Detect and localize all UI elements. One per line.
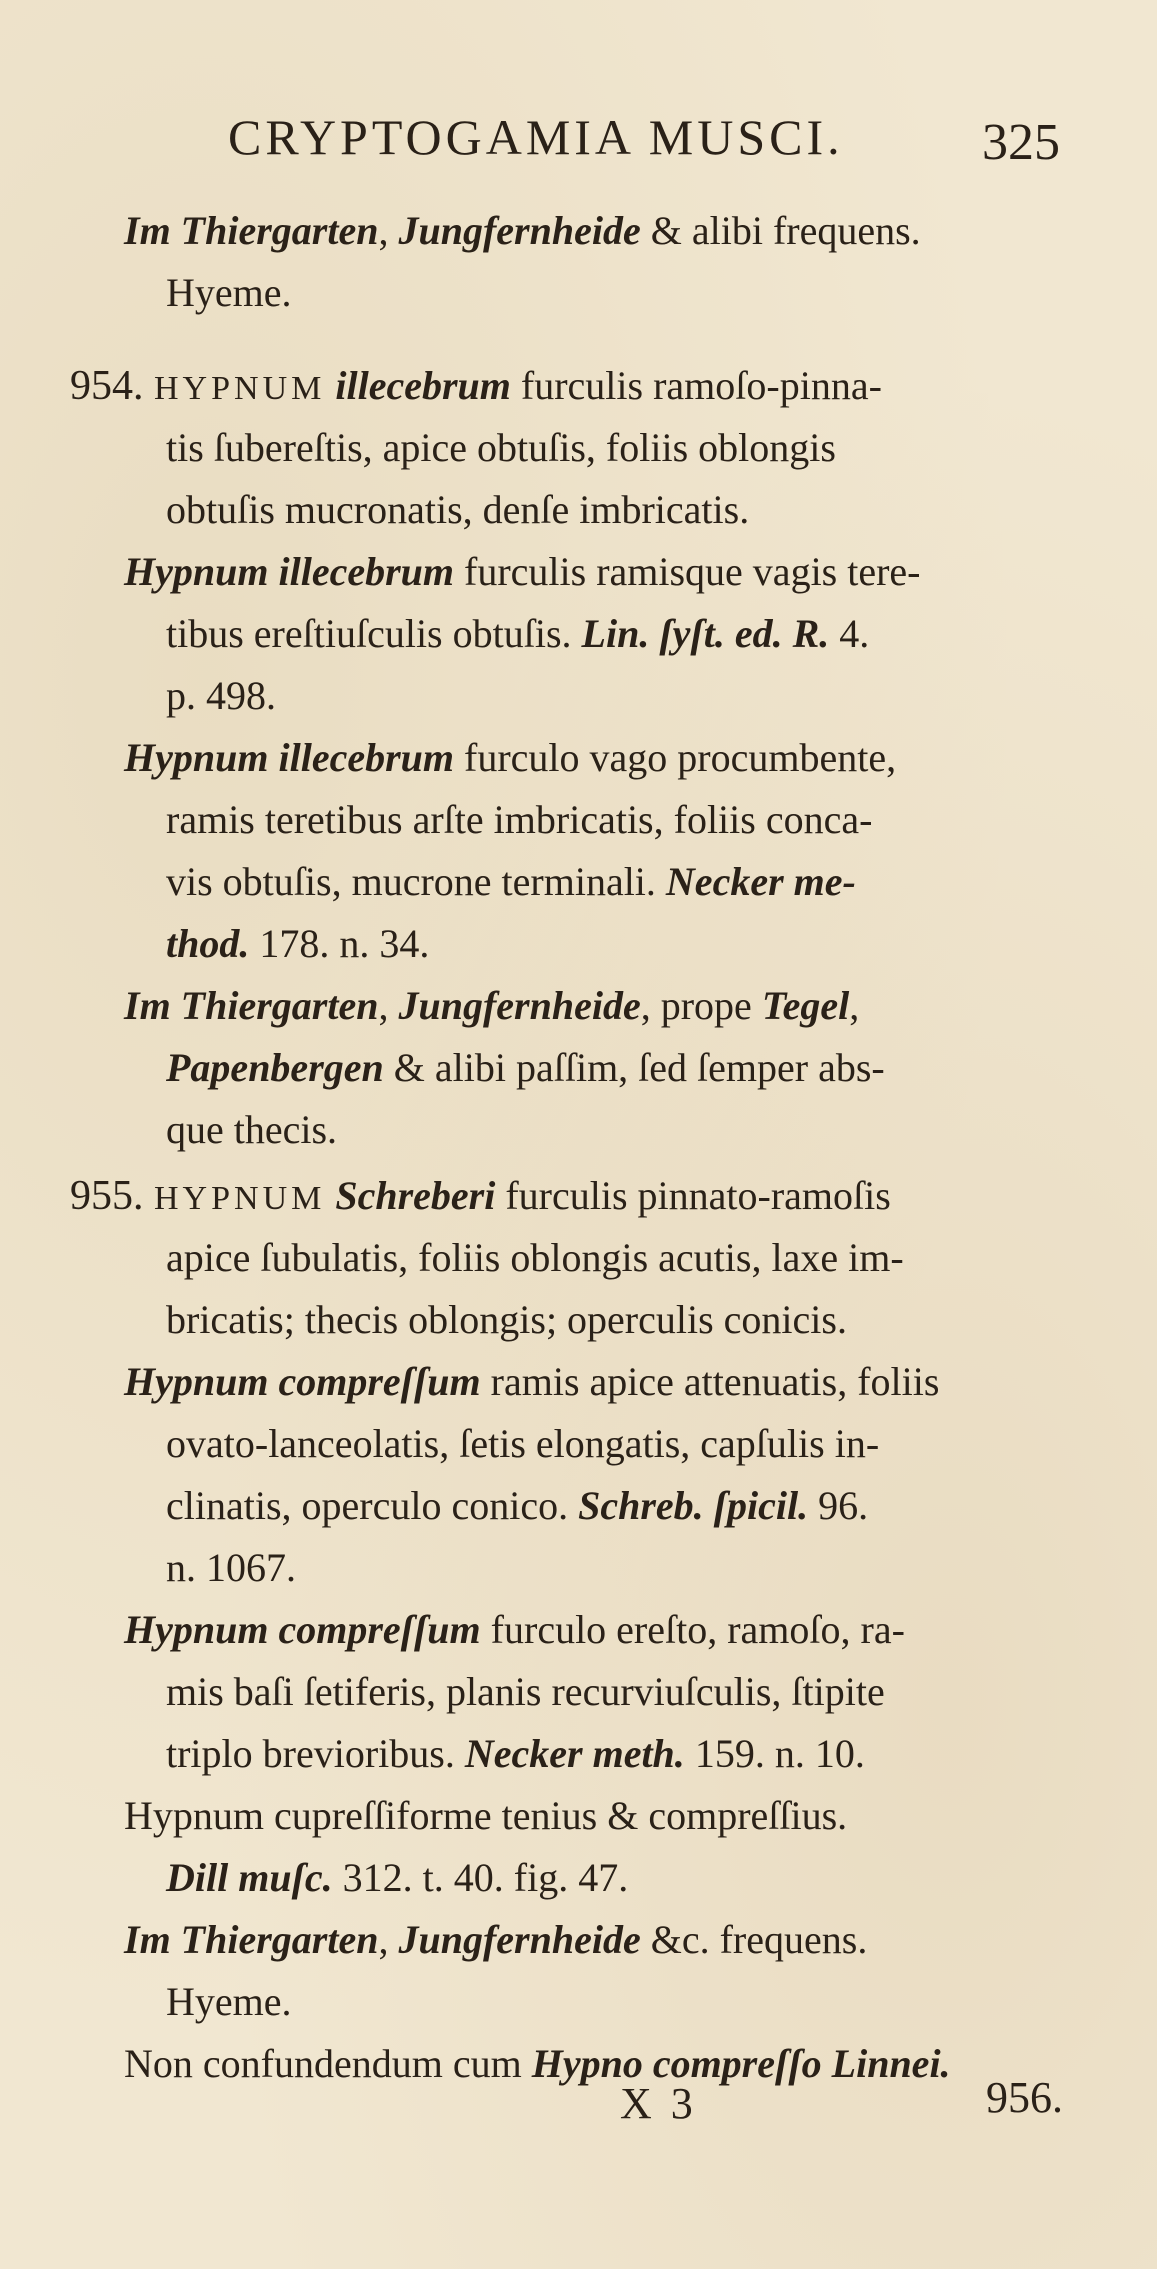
italic-text: Schreberi [335,1173,496,1218]
italic-text: Tegel [761,983,850,1028]
text-span: tis ſubereſtis, apice obtuſis, foliis oblongis [166,425,836,470]
text-span: & alibi paſſim, ſed ſemper abs- [383,1045,885,1090]
text-span: 178. n. 34. [249,921,430,966]
text-span: apice ſubulatis, foliis oblongis acutis, laxe im- [166,1235,904,1280]
text-span: furculo vago procumbente, [454,735,897,780]
text-span: 312. t. 40. fig. 47. [332,1855,629,1900]
text-span: p. 498. [166,673,276,718]
italic-text: Hypnum illecebrum [124,549,454,594]
text-span [325,363,335,408]
text-span: furculis ramoſo-pinna- [510,363,882,408]
text-line [124,1909,867,1971]
page-number: 325 [982,114,1060,171]
text-span: bricatis; thecis oblongis; operculis conicis. [166,1297,847,1342]
italic-text: Jungfernheide [398,1917,641,1962]
text-span: & alibi frequens. [640,208,921,253]
italic-text: Hypnum compreſſum [124,1607,481,1652]
text-line [166,851,856,913]
text-line [124,975,859,1037]
text-span: , prope [640,983,762,1028]
text-line [166,1413,879,1475]
text-span [325,1173,335,1218]
text-line [166,1099,337,1161]
italic-text: Hypnum compreſſum [124,1359,481,1404]
italic-text: Jungfernheide [398,208,641,253]
text-span: , [378,208,399,253]
text-span: Non confundendum cum [124,2041,532,2086]
signature-mark: X 3 [620,2079,697,2128]
text-line [166,1971,292,2033]
text-span: , [378,983,399,1028]
text-span: n. 1067. [166,1545,296,1590]
text-span: ramis apice attenuatis, foliis [480,1359,940,1404]
running-title: CRYPTOGAMIA MUSCI. [228,109,844,165]
catchword: 956. [986,2073,1063,2122]
text-line [124,541,921,603]
text-line [166,1289,847,1351]
italic-text: Im Thiergarten [124,983,379,1028]
text-span: mis baſi ſetiferis, planis recurviuſculis, ſtipite [166,1669,885,1714]
text-line [124,1351,939,1413]
text-line [124,200,921,262]
text-line [166,603,869,665]
text-span: triplo brevioribus. [166,1731,465,1776]
text-span: , [378,1917,399,1962]
text-line [166,1227,904,1289]
text-line [166,665,276,727]
text-span: Hyeme. [166,270,292,315]
italic-text: Papenbergen [166,1045,384,1090]
text-span: , [849,983,860,1028]
text-span: vis obtuſis, mucrone terminali. [166,859,666,904]
italic-text: Necker meth. [464,1731,685,1776]
italic-text: Im Thiergarten [124,208,379,253]
entry-number: 955. [70,1173,154,1219]
italic-text: Lin. ſyſt. ed. R. [581,611,830,656]
italic-text: Dill muſc. [166,1855,333,1900]
text-line [166,1475,868,1537]
text-span: obtuſis mucronatis, denſe imbricatis. [166,487,750,532]
text-line [166,262,292,324]
text-line [166,1537,296,1599]
text-span: 4. [829,611,870,656]
text-span: tibus ereſtiuſculis obtuſis. [166,611,582,656]
text-line [166,913,429,975]
text-line [70,1165,891,1227]
text-line [166,1661,885,1723]
text-span: ovato-lanceolatis, ſetis elongatis, capſulis in- [166,1421,880,1466]
text-line [166,417,836,479]
text-line [166,1723,865,1785]
text-span: furculis pinnato-ramoſis [495,1173,891,1218]
text-span: HYPNUM [154,370,326,407]
entry-number: 954. [70,363,154,409]
italic-text: Hypnum illecebrum [124,735,454,780]
text-line [124,1785,847,1847]
text-span: furculo ereſto, ramoſo, ra- [480,1607,905,1652]
text-span: ramis teretibus arſte imbricatis, foliis conca- [166,797,873,842]
text-line [124,1599,905,1661]
text-span: 159. n. 10. [684,1731,865,1776]
text-span: &c. frequens. [640,1917,868,1962]
text-span: 96. [808,1483,869,1528]
text-line [166,789,872,851]
italic-text: Jungfernheide [398,983,641,1028]
text-line [166,479,749,541]
text-span: Hyeme. [166,1979,292,2024]
text-line [124,727,896,789]
page-header [0,108,1157,178]
italic-text: illecebrum [335,363,511,408]
text-span: Hypnum cupreſſiforme tenius & compreſſius. [124,1793,848,1838]
text-span: furculis ramisque vagis tere- [454,549,921,594]
italic-text: Hypno compreſſo Linnei. [531,2041,951,2086]
italic-text: thod. [166,921,250,966]
italic-text: Im Thiergarten [124,1917,379,1962]
text-span: clinatis, operculo conico. [166,1483,579,1528]
text-span: que thecis. [166,1107,338,1152]
text-line [166,1037,885,1099]
page-footer [0,2073,1157,2148]
italic-text: Necker me- [665,859,856,904]
italic-text: Schreb. ſpicil. [578,1483,809,1528]
text-line [166,1847,628,1909]
text-line [70,355,882,417]
text-span: HYPNUM [154,1180,326,1217]
